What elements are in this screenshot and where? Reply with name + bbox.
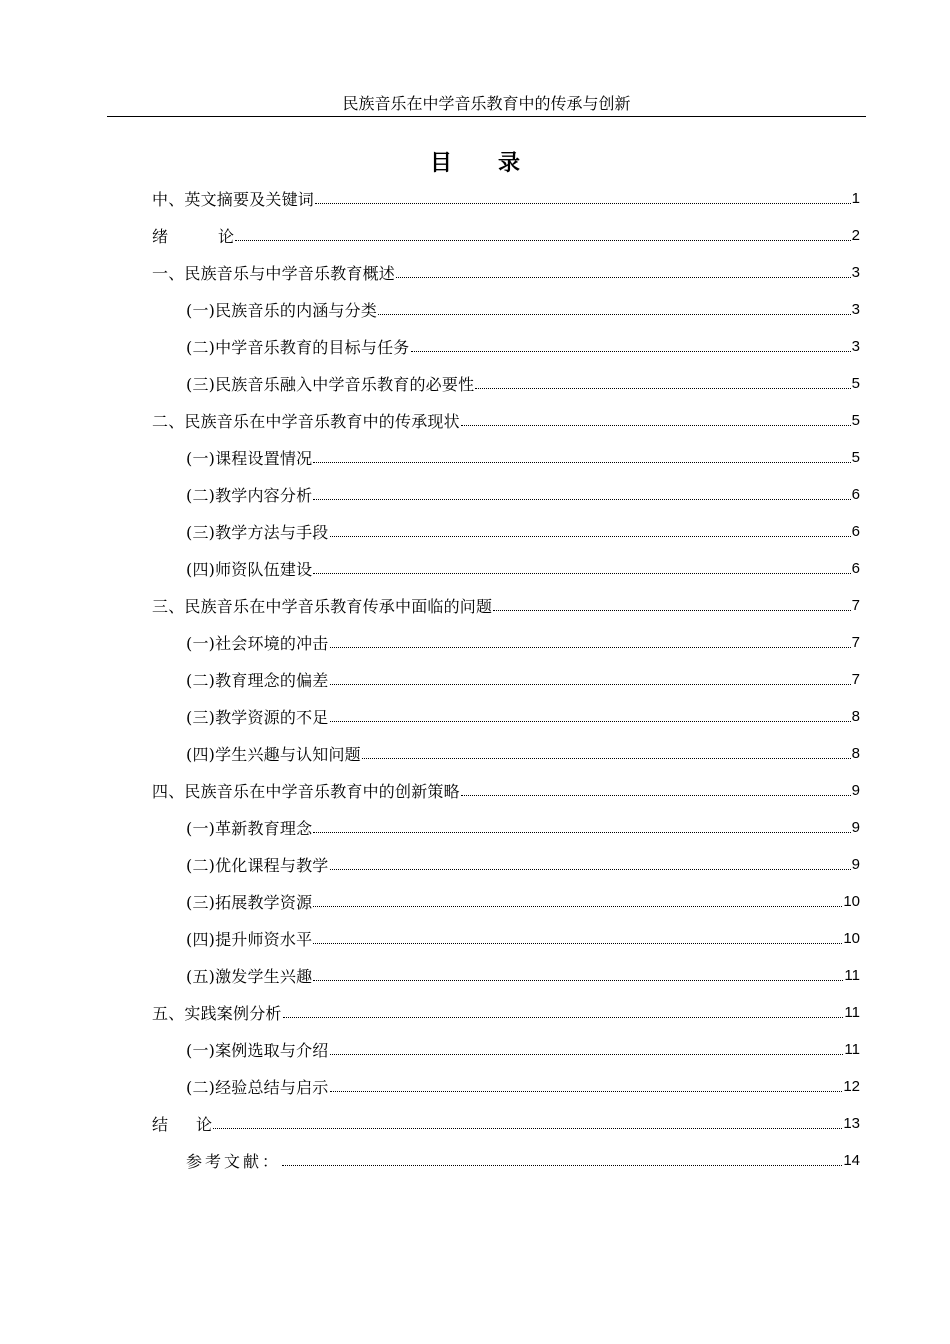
toc-entry-section-3-4[interactable] <box>152 735 860 772</box>
toc-page-number: 8 <box>851 708 860 725</box>
toc-entry-title: 四、民族音乐在中学音乐教育中的创新策略 <box>152 782 460 801</box>
toc-page-number: 11 <box>844 1041 860 1058</box>
toc-page-number: 11 <box>844 1004 860 1021</box>
toc-entry-section-2-4[interactable] <box>152 550 860 587</box>
dot-leader <box>411 351 851 352</box>
dot-leader <box>313 832 850 833</box>
dot-leader <box>313 573 850 574</box>
toc-page-number: 13 <box>843 1115 860 1132</box>
toc-entry-section-4-3[interactable] <box>152 883 860 920</box>
toc-page-number: 12 <box>843 1078 860 1095</box>
toc-entry-title: 三、民族音乐在中学音乐教育传承中面临的问题 <box>152 597 493 616</box>
toc-page-number: 6 <box>851 560 860 577</box>
toc-page-number: 9 <box>851 819 860 836</box>
toc-entry-title: (四)提升师资水平 <box>186 930 313 949</box>
toc-entry-title-part: 结 <box>152 1115 169 1134</box>
toc-entry-section-3-3[interactable] <box>152 698 860 735</box>
dot-leader <box>461 795 851 796</box>
dot-leader <box>330 536 851 537</box>
toc-entry-title: 二、民族音乐在中学音乐教育中的传承现状 <box>152 412 460 431</box>
toc-entry-title <box>152 1112 212 1135</box>
toc-page-number: 9 <box>851 782 860 799</box>
toc-entry-section-2-2[interactable] <box>152 476 860 513</box>
dot-leader <box>493 610 850 611</box>
toc-entry-section-5-2[interactable] <box>152 1068 860 1105</box>
dot-leader <box>313 462 850 463</box>
toc-entry-title: (三)教学资源的不足 <box>186 708 329 727</box>
dot-leader <box>475 388 850 389</box>
toc-entry-title: 中、英文摘要及关键词 <box>152 190 315 209</box>
dot-leader <box>283 1017 844 1018</box>
toc-entry-title: (一)民族音乐的内涵与分类 <box>186 301 378 320</box>
toc-entry-section-4-2[interactable] <box>152 846 860 883</box>
toc-entry-references[interactable] <box>152 1142 860 1179</box>
toc-entry-chapter-5[interactable] <box>152 994 860 1031</box>
toc-page-number: 1 <box>851 190 860 207</box>
toc-entry-title: (二)教学内容分析 <box>186 486 313 505</box>
toc-entry-title: (三)民族音乐融入中学音乐教育的必要性 <box>186 375 475 394</box>
toc-title <box>0 147 950 179</box>
toc-entry-section-2-3[interactable] <box>152 513 860 550</box>
toc-page-number: 14 <box>843 1152 860 1169</box>
toc-entry-title: (一)课程设置情况 <box>186 449 313 468</box>
dot-leader <box>313 906 842 907</box>
toc-entry-chapter-2[interactable] <box>152 402 860 439</box>
toc-page-number: 11 <box>844 967 860 984</box>
toc-entry-section-1-2[interactable] <box>152 328 860 365</box>
toc-entry-section-4-4[interactable] <box>152 920 860 957</box>
toc-page-number: 10 <box>843 930 860 947</box>
toc-entry-introduction[interactable] <box>152 217 860 254</box>
toc-page-number: 8 <box>851 745 860 762</box>
toc-entry-section-1-3[interactable] <box>152 365 860 402</box>
toc-entry-title: (三)教学方法与手段 <box>186 523 329 542</box>
toc-page-number: 9 <box>851 856 860 873</box>
toc-page-number: 5 <box>851 375 860 392</box>
toc-page-number: 5 <box>851 412 860 429</box>
toc-page-number: 3 <box>851 301 860 318</box>
toc-entry-section-4-1[interactable] <box>152 809 860 846</box>
toc-page-number: 7 <box>851 597 860 614</box>
toc-entry-chapter-4[interactable] <box>152 772 860 809</box>
toc-entry-title: (五)激发学生兴趣 <box>186 967 313 986</box>
toc-page-number: 3 <box>851 264 860 281</box>
dot-leader <box>378 314 851 315</box>
toc-entry-title: (二)教育理念的偏差 <box>186 671 329 690</box>
toc-entry-section-2-1[interactable] <box>152 439 860 476</box>
dot-leader <box>362 758 851 759</box>
toc-title-left: 目 <box>429 150 452 176</box>
toc-entry-chapter-1[interactable] <box>152 254 860 291</box>
toc-page-number: 6 <box>851 523 860 540</box>
toc-entry-section-3-1[interactable] <box>152 624 860 661</box>
dot-leader <box>330 1054 844 1055</box>
toc-entry-title: (一)社会环境的冲击 <box>186 634 329 653</box>
dot-leader <box>313 980 843 981</box>
dot-leader <box>313 499 850 500</box>
toc-entry-chapter-3[interactable] <box>152 587 860 624</box>
toc-entry-section-3-2[interactable] <box>152 661 860 698</box>
dot-leader <box>315 203 851 204</box>
toc-entry-title: (二)优化课程与教学 <box>186 856 329 875</box>
dot-leader <box>461 425 851 426</box>
toc-page-number: 2 <box>851 227 860 244</box>
toc-entry-title: 参考文献： <box>186 1152 282 1171</box>
toc-page-number: 6 <box>851 486 860 503</box>
toc-entry-title: (四)师资队伍建设 <box>186 560 313 579</box>
dot-leader <box>213 1128 842 1129</box>
toc-entry-title: (一)革新教育理念 <box>186 819 313 838</box>
toc-entry-title: 五、实践案例分析 <box>152 1004 282 1023</box>
toc-title-right: 录 <box>498 150 521 176</box>
toc-page-number: 3 <box>851 338 860 355</box>
dot-leader <box>235 240 851 241</box>
toc-entry-title-part: 论 <box>196 1115 213 1134</box>
toc-entry-section-5-1[interactable] <box>152 1031 860 1068</box>
dot-leader <box>330 647 851 648</box>
toc-entry-title: (二)经验总结与启示 <box>186 1078 329 1097</box>
toc-page-number: 7 <box>851 634 860 651</box>
toc-entry-section-4-5[interactable] <box>152 957 860 994</box>
toc-page-number: 5 <box>851 449 860 466</box>
dot-leader <box>282 1165 842 1166</box>
dot-leader <box>330 721 851 722</box>
table-of-contents <box>152 180 860 1179</box>
toc-entry-title: 一、民族音乐与中学音乐教育概述 <box>152 264 396 283</box>
toc-page-number: 10 <box>843 893 860 910</box>
toc-entry-section-1-1[interactable] <box>152 291 860 328</box>
toc-entry-title: (三)拓展教学资源 <box>186 893 313 912</box>
dot-leader <box>330 684 851 685</box>
toc-entry-title: (一)案例选取与介绍 <box>186 1041 329 1060</box>
toc-entry-title-part: 绪 <box>152 227 169 246</box>
running-header: 民族音乐在中学音乐教育中的传承与创新 <box>107 92 866 117</box>
dot-leader <box>396 277 851 278</box>
toc-page-number: 7 <box>851 671 860 688</box>
toc-entry-title-part: 论 <box>218 227 235 246</box>
toc-entry-conclusion[interactable] <box>152 1105 860 1142</box>
dot-leader <box>330 1091 843 1092</box>
dot-leader <box>313 943 842 944</box>
toc-entry-title: (四)学生兴趣与认知问题 <box>186 745 361 764</box>
toc-entry-title: (二)中学音乐教育的目标与任务 <box>186 338 410 357</box>
toc-entry-abstract[interactable] <box>152 180 860 217</box>
dot-leader <box>330 869 851 870</box>
toc-entry-title <box>152 224 234 247</box>
